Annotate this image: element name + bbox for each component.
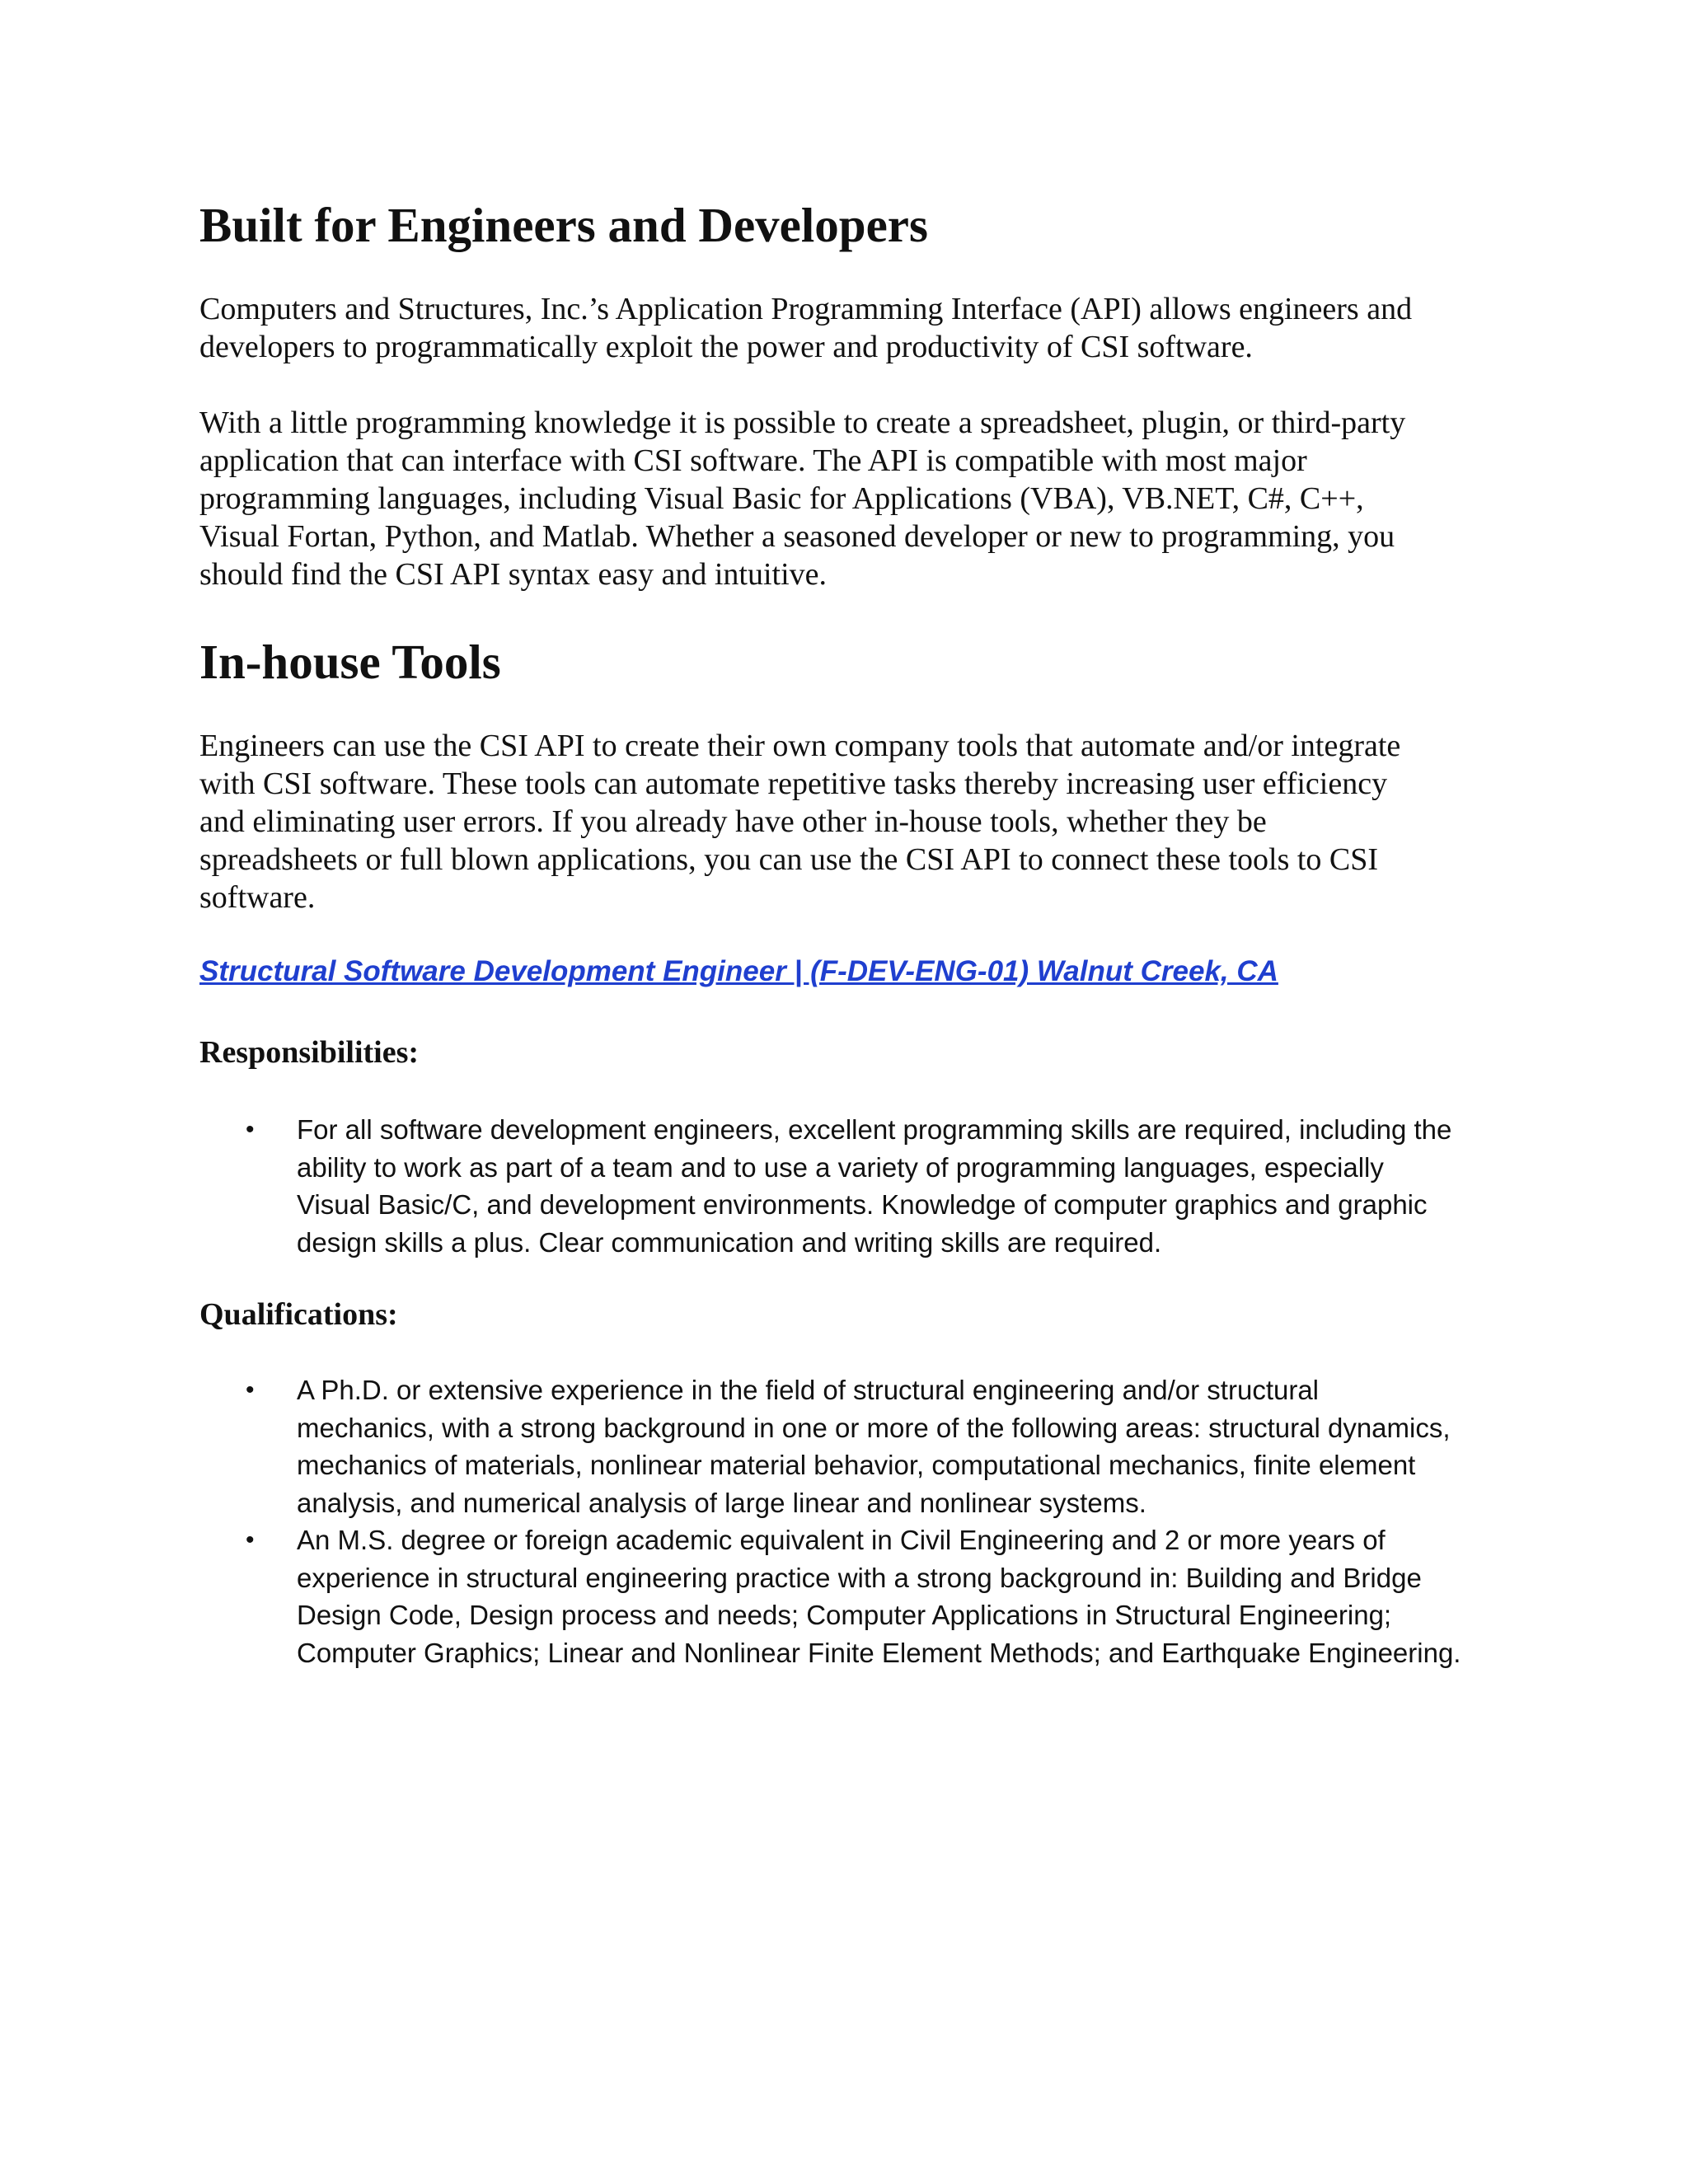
bullet-icon: • bbox=[246, 1116, 255, 1143]
paragraph-in-house-tools bbox=[199, 727, 1485, 916]
text-line: Computers and Structures, Inc.’s Application Programming Interface (API) allows engineers and bbox=[199, 292, 1413, 326]
text-line: developers to programmatically exploit the power and productivity of CSI software. bbox=[199, 330, 1253, 364]
text-line: mechanics of materials, nonlinear material behavior, computational mechanics, finite element bbox=[297, 1450, 1416, 1480]
text-line: ability to work as part of a team and to use a variety of programming languages, especially bbox=[297, 1151, 1384, 1183]
heading-in-house-tools: In-house Tools bbox=[199, 635, 501, 689]
text-line: application that can interface with CSI software. The API is compatible with most major bbox=[199, 443, 1307, 478]
list-item bbox=[199, 1111, 1502, 1261]
text-line: Design Code, Design process and needs; Computer Applications in Structural Engineering; bbox=[297, 1600, 1392, 1630]
text-line: design skills a plus. Clear communication and writing skills are required. bbox=[297, 1226, 1162, 1258]
text-line: programming languages, including Visual Basic for Applications (VBA), VB.NET, C#, C++, bbox=[199, 481, 1364, 516]
bullet-icon: • bbox=[246, 1376, 255, 1404]
text-line: experience in structural engineering practice with a strong background in: Building and Bridge bbox=[297, 1562, 1422, 1593]
qualifications-list bbox=[199, 1371, 1502, 1671]
paragraph-api-intro bbox=[199, 290, 1485, 366]
text-line: with CSI software. These tools can automate repetitive tasks thereby increasing user efficiency bbox=[199, 766, 1388, 801]
paragraph-programming-knowledge bbox=[199, 404, 1485, 593]
text-line: spreadsheets or full blown applications, you can use the CSI API to connect these tools to CSI bbox=[199, 842, 1379, 877]
text-line: With a little programming knowledge it is possible to create a spreadsheet, plugin, or third-party bbox=[199, 405, 1406, 440]
list-item bbox=[199, 1371, 1502, 1521]
text-line: analysis, and numerical analysis of large linear and nonlinear systems. bbox=[297, 1487, 1146, 1518]
list-item bbox=[199, 1521, 1502, 1671]
responsibilities-heading: Responsibilities: bbox=[199, 1035, 420, 1070]
text-line: Visual Basic/C, and development environments. Knowledge of computer graphics and graphic bbox=[297, 1189, 1428, 1220]
heading-built-for-engineers: Built for Engineers and Developers bbox=[199, 198, 928, 252]
text-line: should find the CSI API syntax easy and intuitive. bbox=[199, 557, 828, 592]
text-line: and eliminating user errors. If you already have other in-house tools, whether they be bbox=[199, 804, 1267, 839]
qualifications-heading: Qualifications: bbox=[199, 1297, 398, 1332]
responsibilities-list bbox=[199, 1111, 1502, 1261]
text-line: software. bbox=[199, 880, 316, 915]
bullet-icon: • bbox=[246, 1526, 255, 1554]
text-line: Visual Fortan, Python, and Matlab. Whether a seasoned developer or new to programming, you bbox=[199, 519, 1395, 554]
job-posting-link[interactable]: Structural Software Development Engineer | (F-DEV-ENG-01) Walnut Creek, CA bbox=[199, 955, 1278, 987]
text-line: Computer Graphics; Linear and Nonlinear Finite Element Methods; and Earthquake Engineering. bbox=[297, 1637, 1461, 1668]
text-line: An M.S. degree or foreign academic equivalent in Civil Engineering and 2 or more years of bbox=[297, 1525, 1386, 1555]
text-line: mechanics, with a strong background in one or more of the following areas: structural dynamics, bbox=[297, 1412, 1451, 1443]
text-line: A Ph.D. or extensive experience in the field of structural engineering and/or structural bbox=[297, 1375, 1320, 1405]
text-line: Engineers can use the CSI API to create their own company tools that automate and/or integrate bbox=[199, 729, 1401, 763]
text-line: For all software development engineers, excellent programming skills are required, including the bbox=[297, 1114, 1452, 1145]
